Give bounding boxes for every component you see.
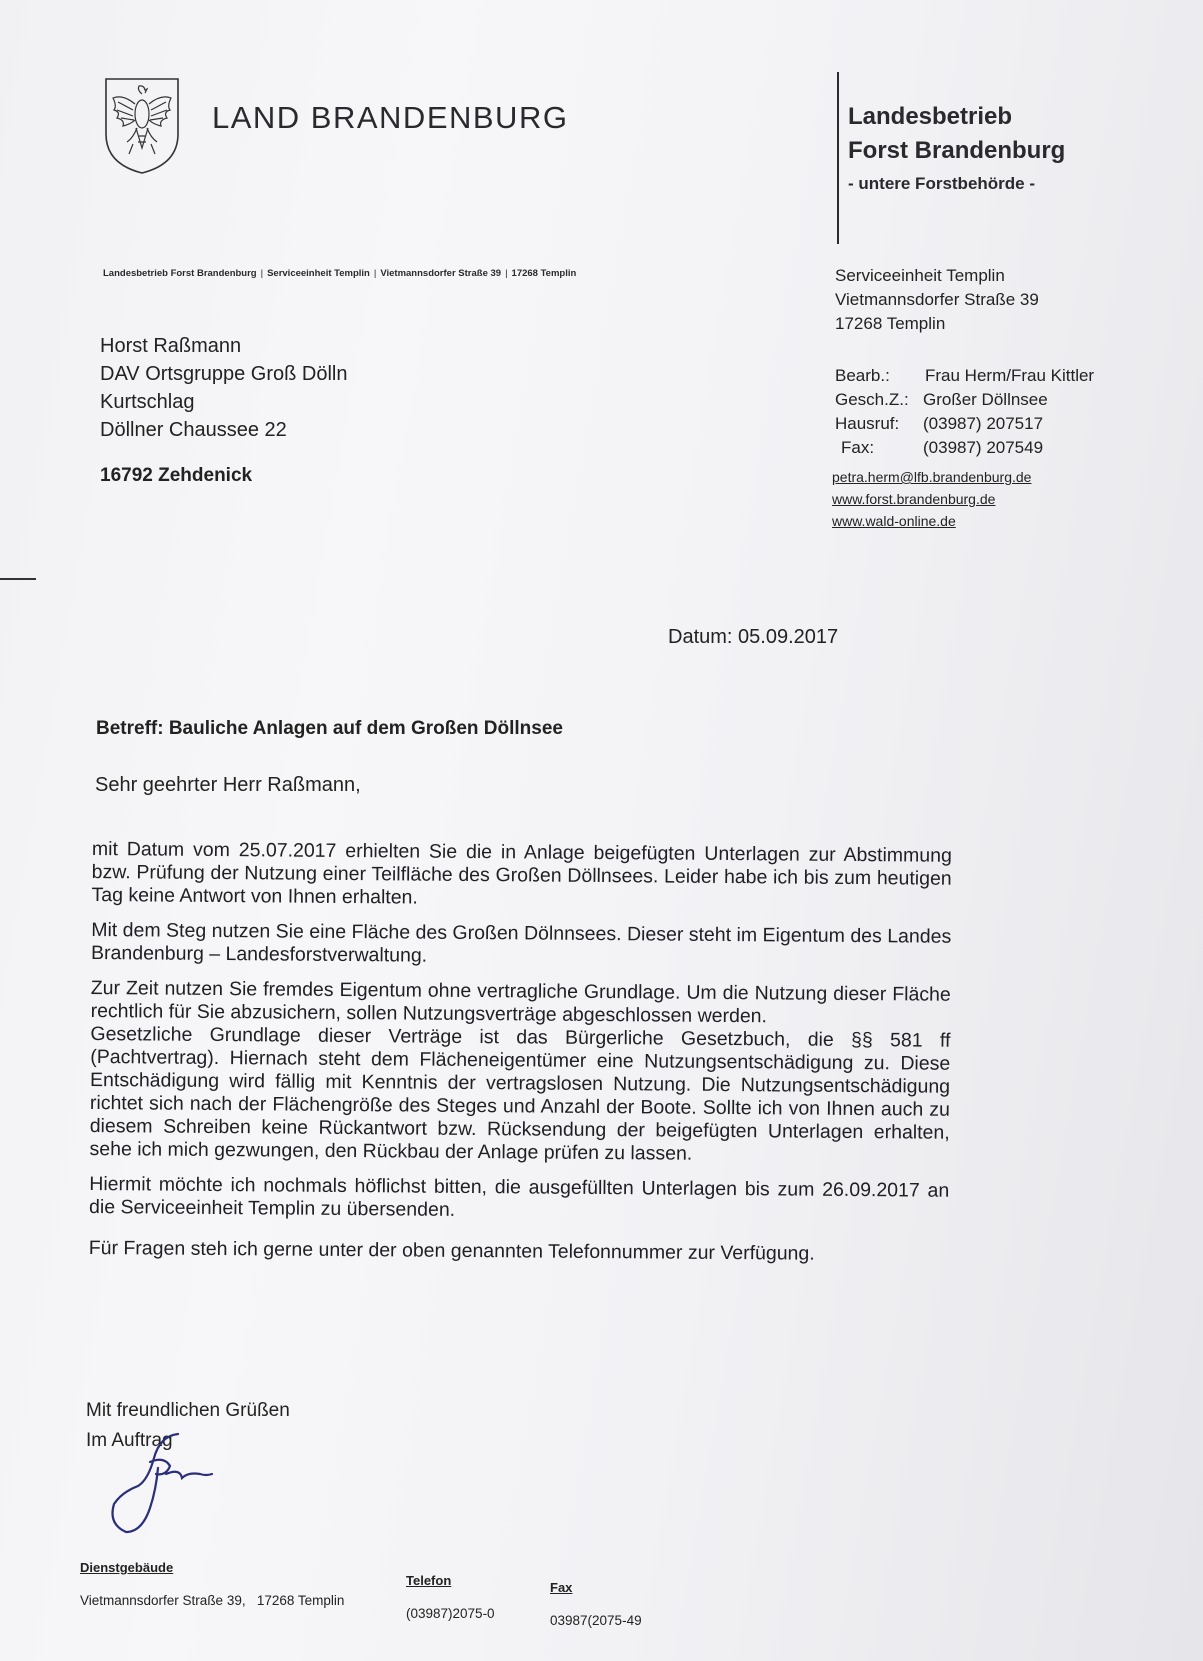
- body-paragraph: Mit dem Steg nutzen Sie eine Fläche des Großen Dölnnsees. Dieser steht im Eigentum des Landes Brandenburg – Landesforstverwaltung.: [91, 918, 952, 967]
- org-name-line2: Forst Brandenburg: [848, 137, 1066, 164]
- contact-value: (03987) 207517: [923, 414, 1044, 433]
- recipient-line: DAV Ortsgruppe Groß Dölln: [100, 363, 348, 385]
- footer-phone-label: Telefon: [406, 1573, 452, 1588]
- brandenburg-eagle-crest-icon: [103, 76, 181, 176]
- office-line: Serviceeinheit Templin: [835, 266, 1005, 285]
- contact-value: Großer Döllnsee: [923, 390, 1048, 409]
- contact-details: [835, 364, 1094, 460]
- contact-value: Frau Herm/Frau Kittler: [925, 366, 1095, 385]
- footer-fax: [550, 1580, 642, 1628]
- body-paragraph: Für Fragen steh ich gerne unter der oben genannten Telefonnummer zur Verfügung.: [88, 1236, 815, 1265]
- body-paragraph: Gesetzliche Grundlage dieser Verträge ist das Bürgerliche Gesetzbuch, die §§ 581 ff (Pachtvertrag). Hiernach steht dem Flächeneigentümer eine Nutzungsentschädigung zu. Diese Entschädigung wird fällig mit Kenntnis der vertragslosen Nutzung. Die Nutzungsentschädigung richtet sich nach der Flächengröße des Steges und Anzahl der Boote. Sollte ich von Ihnen auch zu diesem Schreiben keine Rückantwort bzw. Rücksendung der beigefügten Unterlagen erhalten, sehe ich mich gezwungen, den Rückbau der Anlage prüfen zu lassen.: [89, 1022, 951, 1165]
- return-address-part: 17268 Templin: [511, 268, 577, 279]
- contact-label: Gesch.Z.:: [835, 390, 909, 409]
- footer-fax-value: 03987(2075-49: [550, 1613, 642, 1628]
- recipient-city: 16792 Zehdenick: [100, 465, 253, 486]
- office-line: 17268 Templin: [835, 314, 946, 333]
- organization-block: [848, 100, 1065, 194]
- closing-on-behalf: Im Auftrag: [86, 1430, 173, 1451]
- return-address-part: Vietmannsdorfer Straße 39: [380, 268, 502, 279]
- footer-building-label: Dienstgebäude: [80, 1560, 174, 1575]
- state-name: LAND BRANDENBURG: [212, 100, 569, 135]
- body-paragraph: Zur Zeit nutzen Sie fremdes Eigentum ohne vertragliche Grundlage. Um die Nutzung dieser Fläche rechtlich für Sie abzusichern, sollen Nutzungsverträge abgeschlossen werden.: [90, 976, 951, 1028]
- body-paragraph: Hiermit möchte ich nochmals höflichst bitten, die ausgefüllten Unterlagen bis zum 26.09.2017 an die Serviceeinheit Templin zu übersenden.: [89, 1172, 950, 1221]
- footer-building: [80, 1560, 344, 1608]
- org-name-line1: Landesbetrieb: [848, 103, 1013, 130]
- contact-row: [835, 412, 1094, 436]
- salutation: Sehr geehrter Herr Raßmann,: [95, 774, 361, 796]
- contact-label: Hausruf:: [835, 414, 900, 433]
- contact-row: [835, 364, 1094, 388]
- letter-body: [88, 838, 952, 1297]
- handwritten-signature-icon: [108, 1428, 228, 1538]
- fold-mark: [0, 578, 36, 580]
- header-divider: [837, 72, 839, 244]
- contact-row: [835, 436, 1094, 460]
- return-address-part: Serviceeinheit Templin: [267, 268, 370, 279]
- letter-subject: Betreff: Bauliche Anlagen auf dem Großen Döllnsee: [96, 718, 563, 739]
- footer-building-value: Vietmannsdorfer Straße 39, 17268 Templin: [80, 1593, 345, 1608]
- closing-greeting: Mit freundlichen Grüßen: [86, 1400, 290, 1421]
- recipient-line: Kurtschlag: [100, 391, 195, 413]
- footer-phone: [406, 1573, 495, 1621]
- website-link[interactable]: www.wald-online.de: [832, 513, 956, 529]
- email-link[interactable]: petra.herm@lfb.brandenburg.de: [832, 469, 1032, 485]
- footer-phone-value: (03987)2075-0: [406, 1606, 495, 1621]
- body-paragraph: mit Datum vom 25.07.2017 erhielten Sie die in Anlage beigefügten Unterlagen zur Abstimmung bzw. Prüfung der Nutzung einer Teilfläche des Großen Döllnsees. Leider habe ich bis zum heutigen Tag keine Antwort von Ihnen erhalten.: [91, 838, 952, 909]
- recipient-address: [100, 332, 348, 490]
- recipient-line: Döllner Chaussee 22: [100, 419, 287, 441]
- letter-date: Datum: 05.09.2017: [668, 626, 839, 648]
- contact-label: Bearb.:: [835, 366, 890, 385]
- return-address-part: Landesbetrieb Forst Brandenburg: [103, 268, 257, 279]
- contact-label: Fax:: [841, 438, 875, 457]
- return-address: Landesbetrieb Forst Brandenburg | Serviceeinheit Templin | Vietmannsdorfer Straße 39 | 17268 Templin: [103, 268, 577, 279]
- footer-fax-label: Fax: [550, 1580, 573, 1595]
- org-subtitle: - untere Forstbehörde -: [848, 174, 1036, 193]
- recipient-line: Horst Raßmann: [100, 335, 242, 357]
- website-link[interactable]: www.forst.brandenburg.de: [832, 491, 996, 507]
- contact-row: [835, 388, 1094, 412]
- office-line: Vietmannsdorfer Straße 39: [835, 290, 1039, 309]
- contact-value: (03987) 207549: [923, 438, 1044, 457]
- contact-links: [832, 466, 1031, 532]
- sender-office-address: [835, 264, 1039, 336]
